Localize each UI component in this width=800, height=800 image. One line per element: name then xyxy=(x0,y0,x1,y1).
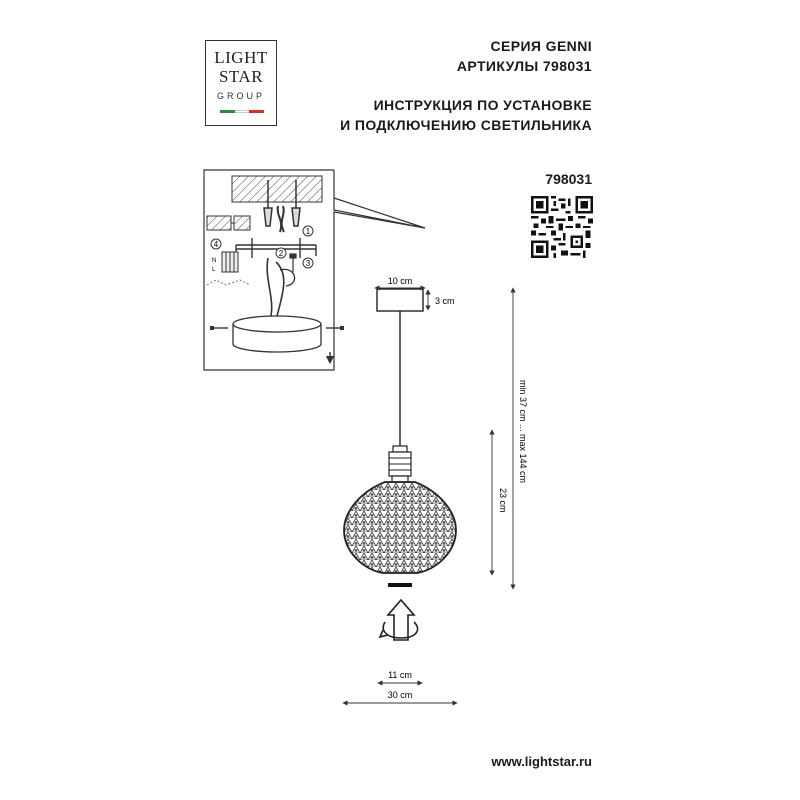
svg-text:4: 4 xyxy=(213,240,219,249)
twist-to-lock-icon xyxy=(380,600,418,640)
instruction-title-line2: И ПОДКЛЮЧЕНИЮ СВЕТИЛЬНИКА xyxy=(340,117,592,133)
ceiling-hatch xyxy=(232,176,322,202)
canopy xyxy=(377,289,423,311)
lamp-socket xyxy=(389,446,411,482)
article-numbers: АРТИКУЛЫ 798031 xyxy=(456,58,592,74)
dim-shade-height-label: 23 cm xyxy=(498,488,508,513)
logo-line1: LIGHT xyxy=(214,48,268,67)
screw-icon xyxy=(290,254,296,272)
step-1-marker xyxy=(303,226,313,236)
dim-canopy-height-label: 3 cm xyxy=(435,296,455,306)
product-code: 798031 xyxy=(545,171,592,187)
mesh-shade xyxy=(344,482,456,573)
instruction-title-line1: ИНСТРУКЦИЯ ПО УСТАНОВКЕ xyxy=(373,97,592,113)
svg-text:1: 1 xyxy=(305,227,311,236)
logo-line2: STAR xyxy=(218,67,264,86)
series-title: СЕРИЯ GENNI xyxy=(490,38,592,54)
canopy-detail xyxy=(210,316,344,360)
step-2-marker xyxy=(276,248,286,258)
wire-label-live: L xyxy=(212,267,216,273)
step-4-marker xyxy=(211,239,221,249)
svg-text:2: 2 xyxy=(278,249,284,258)
logo-line3: GROUP xyxy=(216,91,265,101)
bottom-ring xyxy=(388,583,412,587)
step-3-marker xyxy=(303,258,313,268)
svg-text:3: 3 xyxy=(305,259,311,268)
terminal-block xyxy=(207,216,250,230)
dim-total-height-label: min 37 cm ... max 144 cm xyxy=(518,380,528,484)
website-link[interactable]: www.lightstar.ru xyxy=(491,754,592,769)
wire-label-neutral: N xyxy=(212,258,217,264)
pendant-lamp xyxy=(344,289,456,640)
dim-shade-width-label: 30 cm xyxy=(387,690,413,700)
dim-opening-width-label: 11 cm xyxy=(388,670,412,680)
dim-canopy-width-label: 10 cm xyxy=(387,276,413,286)
wiring-connector xyxy=(207,252,250,285)
